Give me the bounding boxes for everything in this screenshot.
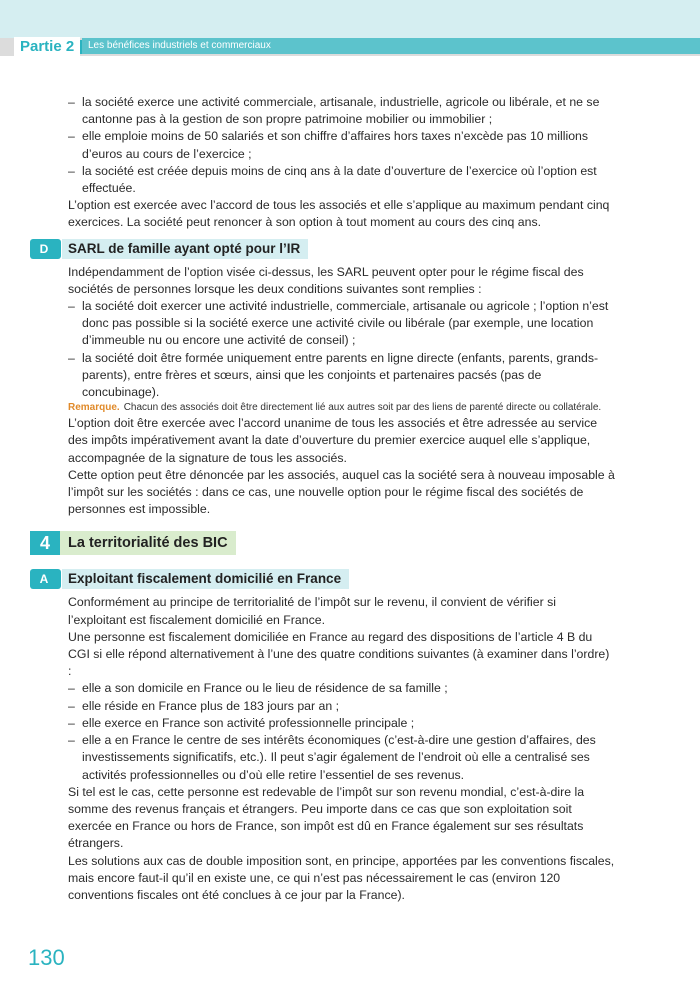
section-heading-d	[39, 239, 616, 259]
paragraph: L’option est exercée avec l’accord de tous les associés et elle s’applique au maximum pendant cinq exercices. La société peut renoncer à son option à tout moment au cours des cinq ans.	[68, 198, 610, 230]
section-heading-a	[39, 569, 616, 589]
list-item: – elle exerce en France son activité professionnelle principale ;	[68, 715, 616, 732]
paragraph: Si tel est le cas, cette personne est redevable de l’impôt sur son revenu mondial, c’est-à-dire la somme des revenus français et étrangers. Peu importe dans ce cas que son exploitation soit exercée en France ou hors de France, son impôt est dû en France également sur ses résultats étrangers.	[68, 784, 585, 851]
paragraph: Une personne est fiscalement domiciliée en France au regard des dispositions de l’article 4 B du CGI si elle répond alternativement à l’une des quatre conditions suivantes (à examiner dans l’ordre) :	[68, 629, 610, 679]
section-badge: D	[30, 239, 58, 259]
section-title: Exploitant fiscalement domicilié en France	[62, 569, 349, 589]
section-d-list	[68, 298, 616, 401]
page-number: 130	[28, 945, 65, 970]
intro-list	[68, 94, 616, 197]
part-subtitle: Les bénéfices industriels et commerciaux	[82, 38, 700, 54]
remark-text: Chacun des associés doit être directement lié aux autres soit par des liens de parenté directe ou collatérale.	[123, 402, 602, 414]
section-badge: A	[30, 569, 58, 589]
paragraph: Cette option peut être dénoncée par les associés, auquel cas la société sera à nouveau imposable à l’impôt sur les sociétés : dans ce cas, une nouvelle option pour le régime fiscal des sociétés de personnes est impossible.	[68, 467, 615, 517]
section-a-list	[68, 680, 616, 783]
list-item: – elle a en France le centre de ses intérêts économiques (c’est-à-dire une gestion d’affaires, des investissements significatifs, etc.). Il peut s’agir également de l’endroit où elle a centralisé ses activités professionnelles ou d’où elle retire l’essentiel de ses revenus.	[68, 732, 616, 784]
top-banner	[0, 0, 700, 38]
paragraph: L’option doit être exercée avec l’accord unanime de tous les associés et être adressée au service des impôts impérativement avant la date d’ouverture du premier exercice auquel elle s’applique, accompagnée de la signature de tous les associés.	[68, 416, 598, 465]
part-label: Partie 2	[14, 37, 80, 56]
paragraph: Indépendamment de l’option visée ci-dessus, les SARL peuvent opter pour le régime fiscal des sociétés de personnes lorsque les deux conditions suivantes sont remplies :	[68, 264, 584, 296]
paragraph: Les solutions aux cas de double imposition sont, en principe, apportées par les conventions fiscales, mais encore faut-il qu’il en existe une, ce qui n’est pas nécessairement le cas (environ 120 conventions fiscales ont été conclues à ce jour par la France).	[68, 853, 615, 902]
list-item: – la société doit exercer une activité industrielle, commerciale, artisanale ou agricole ; l’option n’est donc pas possible si la société exerce une activité civile ou libérale (par exemple, une location d’immeuble nu ou encore une activité de conseil) ;	[68, 298, 616, 350]
list-item: – elle emploie moins de 50 salariés et son chiffre d’affaires hors taxes n’excède pas 10 millions d’euros au cours de l’exercice ;	[68, 128, 616, 162]
page-content	[39, 94, 616, 904]
section-title: SARL de famille ayant opté pour l’IR	[62, 239, 308, 259]
section-heading-4	[39, 531, 616, 555]
section-number-badge: 4	[30, 531, 60, 555]
paragraph: Conformément au principe de territorialité de l’impôt sur le revenu, il convient de vérifier si l’exploitant est fiscalement domicilié en France.	[68, 595, 556, 627]
remark-label: Remarque.	[68, 402, 120, 414]
list-item: – la société est créée depuis moins de cinq ans à la date d’ouverture de l’exercice où l’option est effectuée.	[68, 163, 616, 197]
list-item: – la société doit être formée uniquement entre parents en ligne directe (enfants, parents, grands-parents), entre frères et sœurs, ainsi que les conjoints et partenaires pacsés (pas de concubinage).	[68, 350, 616, 402]
list-item: – la société exerce une activité commerciale, artisanale, industrielle, agricole ou libérale, et ne se cantonne pas à la gestion de son propre patrimoine mobilier ou immobilier ;	[68, 94, 616, 128]
remark	[68, 401, 616, 415]
list-item: – elle a son domicile en France ou le lieu de résidence de sa famille ;	[68, 680, 616, 697]
section-title: La territorialité des BIC	[60, 531, 236, 555]
list-item: – elle réside en France plus de 183 jours par an ;	[68, 698, 616, 715]
